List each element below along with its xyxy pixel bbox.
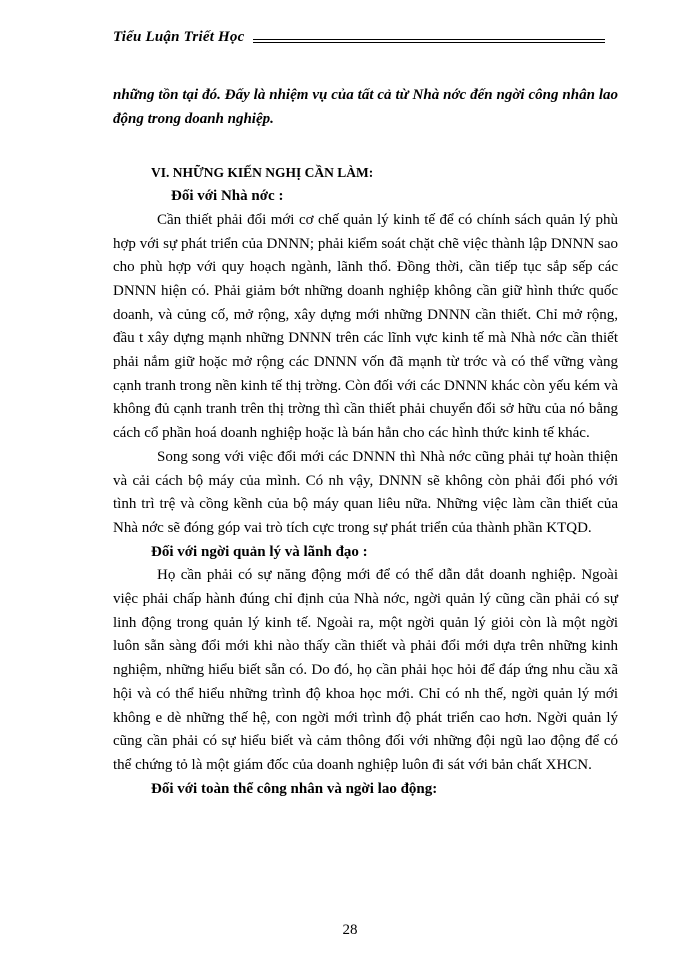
header-rule-2	[253, 42, 605, 43]
paragraph-state-1: Cần thiết phải đổi mới cơ chế quản lý kinh tế để có chính sách quản lý phù hợp với sự phát triển của DNNN; phải kiểm soát chặt chẽ việc thành lập DNNN sao cho phù hợp với quy hoạch ngành, lãnh thổ. Đồng thời, cần tiếp tục sắp sếp các DNNN hiện có. Phải giảm bớt những doanh nghiệp không cần giữ hình thức quốc doanh, và củng cố, mở rộng, xây dựng mới những DNNN cần thiết. Chỉ mở rộng, đầu t xây dựng mạnh những DNNN trên các lĩnh vực kinh tế mà Nhà nớc cần thiết phải nắm giữ hoặc mở rộng các DNNN vốn đã mạnh từ trớc và có thể vững vàng cạnh tranh trong nền kinh tế thị trờng. Còn đối với các DNNN khác còn yếu kém và không đủ cạnh tranh trên thị trờng thì cần thiết phải chuyển đổi sở hữu của nó bằng cách cổ phần hoá doanh nghiệp hoặc là bán hẳn cho các hình thức kinh tế khác.	[113, 211, 618, 442]
header-rule	[253, 39, 605, 40]
document-body	[113, 84, 618, 801]
section-title: VI. NHỮNG KIẾN NGHỊ CẦN LÀM:	[151, 165, 374, 181]
subheading-state: Đối với Nhà nớc :	[171, 188, 284, 205]
subheading-managers: Đối với ngời quản lý và lãnh đạo :	[151, 543, 368, 560]
intro-paragraph: những tồn tại đó. Đấy là nhiệm vụ của tất cả từ Nhà nớc đến ngời công nhân lao động trong doanh nghiệp.	[113, 87, 618, 127]
header-title: Tiểu Luận Triết Học	[113, 29, 245, 45]
subheading-workers: Đối với toàn thể công nhân và ngời lao động:	[151, 780, 438, 797]
paragraph-state-2: Song song với việc đổi mới các DNNN thì Nhà nớc cũng phải tự hoàn thiện và cải cách bộ máy của mình. Có nh vậy, DNNN sẽ không còn phải đối phó với tình trì trệ và cồng kềnh của bộ máy quan liêu nữa. Những việc làm cần thiết của Nhà nớc sẽ đóng góp vai trò tích cực trong sự phát triển của thành phần KTQD.	[113, 448, 618, 536]
page-header	[113, 28, 605, 46]
page-number: 28	[342, 922, 358, 938]
paragraph-managers: Họ cần phải có sự năng động mới để có thể dẫn dắt doanh nghiệp. Ngoài việc phải chấp hành đúng chỉ định của Nhà nớc, ngời quản lý cũng cần phải có sự linh động trong quản lý kinh tế. Ngoài ra, một ngời quản lý giỏi còn là một ngời luôn sẵn sàng đổi mới khi nào thấy cần thiết và phải đổi mới dựa trên những kinh nghiệm, những hiểu biết sẵn có. Do đó, họ cần phải học hỏi để đáp ứng nhu cầu xã hội và có thể hiểu những trình độ khoa học mới. Chỉ có nh thế, ngời quản lý mới không e dè những thế hệ, con ngời mới trình độ phát triển cao hơn. Ngời quản lý cũng cần phải có sự hiểu biết và cảm thông đối với những đội ngũ lao động để có thể chứng tỏ là một giám đốc của doanh nghiệp luôn đi sát với bản chất XHCN.	[113, 567, 618, 773]
